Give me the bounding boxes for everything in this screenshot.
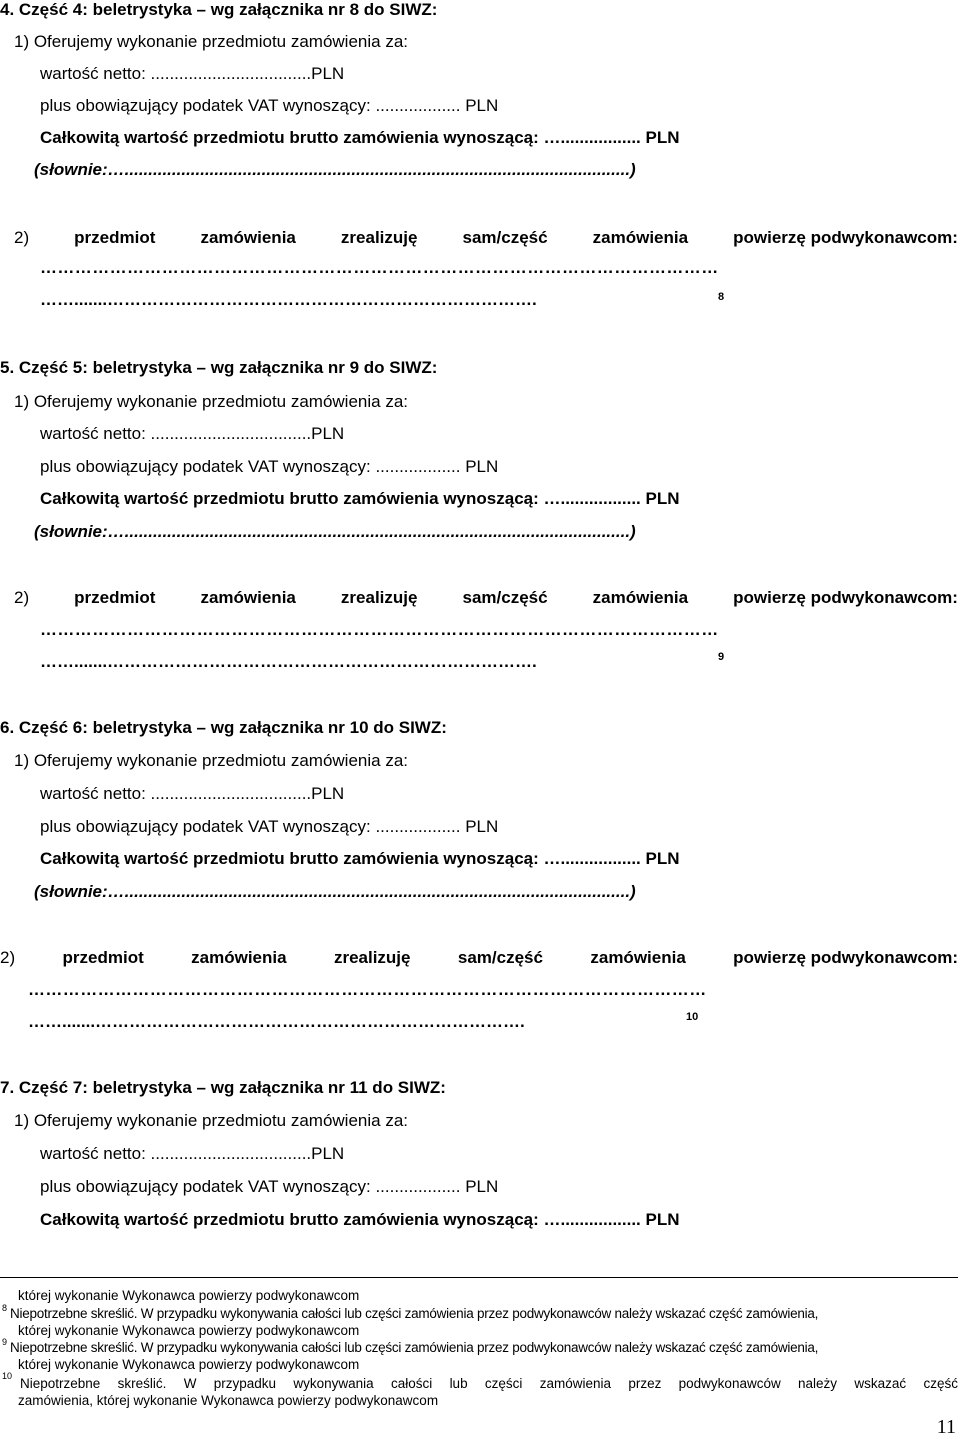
net-value-line: wartość netto: ..................................PLN (40, 1144, 345, 1163)
gross-value-line: Całkowitą wartość przedmiotu brutto zamówienia wynoszącą: …................. PLN (40, 128, 680, 147)
gross-value-line: Całkowitą wartość przedmiotu brutto zamówienia wynoszącą: …................. PLN (40, 1210, 680, 1229)
footnote-number: 8 (2, 1303, 8, 1313)
section-heading: 7. Część 7: beletrystyka – wg załącznika nr 11 do SIWZ: (0, 1078, 446, 1097)
footnote-ref: 10 (686, 1011, 699, 1023)
subcontract-line: 2) przedmiot zamówienia zrealizuję sam/część zamówienia powierzę podwykonawcom: (0, 948, 958, 967)
fill-in-dots: …….......…………………………………………………………………. (40, 290, 537, 309)
net-value-line: wartość netto: ..................................PLN (40, 784, 345, 803)
page-number: 11 (936, 1416, 956, 1438)
footnote-text: Niepotrzebne skreślić. W przypadku wykonywania całości lub części zamówienia przez podwykonawców należy wskazać część zamówienia, (10, 1340, 819, 1355)
in-words-line: (słownie:…...........................................................................................................) (34, 160, 636, 179)
footnote-text: której wykonanie Wykonawca powierzy podwykonawcom (18, 1357, 360, 1372)
fill-in-dots: …….......…………………………………………………………………. (28, 1012, 525, 1031)
offer-line: 1) Oferujemy wykonanie przedmiotu zamówienia za: (14, 392, 409, 411)
vat-line: plus obowiązujący podatek VAT wynoszący: .................. PLN (40, 457, 499, 476)
section-heading: 5. Część 5: beletrystyka – wg załącznika nr 9 do SIWZ: (0, 358, 438, 377)
offer-line: 1) Oferujemy wykonanie przedmiotu zamówienia za: (14, 751, 409, 770)
footnote-number: 10 (2, 1371, 13, 1381)
vat-line: plus obowiązujący podatek VAT wynoszący: .................. PLN (40, 1177, 499, 1196)
fill-in-dots: …….......…………………………………………………………………. (40, 652, 537, 671)
footnote-separator (0, 1277, 958, 1278)
in-words-line: (słownie:…...........................................................................................................) (34, 882, 636, 901)
net-value-line: wartość netto: ..................................PLN (40, 424, 345, 443)
gross-value-line: Całkowitą wartość przedmiotu brutto zamówienia wynoszącą: …................. PLN (40, 489, 680, 508)
vat-line: plus obowiązujący podatek VAT wynoszący: .................. PLN (40, 96, 499, 115)
gross-value-line: Całkowitą wartość przedmiotu brutto zamówienia wynoszącą: …................. PLN (40, 849, 680, 868)
footnote-text: której wykonanie Wykonawca powierzy podwykonawcom (18, 1323, 360, 1338)
footnote-ref: 8 (718, 291, 725, 303)
section-heading: 4. Część 4: beletrystyka – wg załącznika nr 8 do SIWZ: (0, 0, 438, 19)
fill-in-dots: ……………………………………………………………………………………………………… (28, 980, 707, 999)
footnote-carryover: której wykonanie Wykonawca powierzy podwykonawcom (18, 1288, 360, 1303)
fill-in-dots: ……………………………………………………………………………………………………… (40, 620, 719, 639)
in-words-line: (słownie:…...........................................................................................................) (34, 522, 636, 541)
fill-in-dots: ……………………………………………………………………………………………………… (40, 258, 719, 277)
subcontract-line: 2) przedmiot zamówienia zrealizuję sam/część zamówienia powierzę podwykonawcom: (14, 228, 958, 247)
footnote-ref: 9 (718, 651, 725, 663)
offer-line: 1) Oferujemy wykonanie przedmiotu zamówienia za: (14, 1111, 409, 1130)
net-value-line: wartość netto: ..................................PLN (40, 64, 345, 83)
vat-line: plus obowiązujący podatek VAT wynoszący: .................. PLN (40, 817, 499, 836)
offer-line: 1) Oferujemy wykonanie przedmiotu zamówienia za: (14, 32, 409, 51)
section-heading: 6. Część 6: beletrystyka – wg załącznika nr 10 do SIWZ: (0, 718, 447, 737)
footnote-text: Niepotrzebne skreślić. W przypadku wykonywania całości lub części zamówienia przez podwykonawców należy wskazać część zamówienia, (10, 1306, 819, 1321)
footnote-text: Niepotrzebne skreślić. W przypadku wykonywania całości lub części zamówienia przez podwykonawców należy wskazać część (20, 1376, 958, 1391)
footnote-number: 9 (2, 1337, 8, 1347)
footnote-text: zamówienia, której wykonanie Wykonawca powierzy podwykonawcom (18, 1393, 439, 1408)
subcontract-line: 2) przedmiot zamówienia zrealizuję sam/część zamówienia powierzę podwykonawcom: (14, 588, 958, 607)
